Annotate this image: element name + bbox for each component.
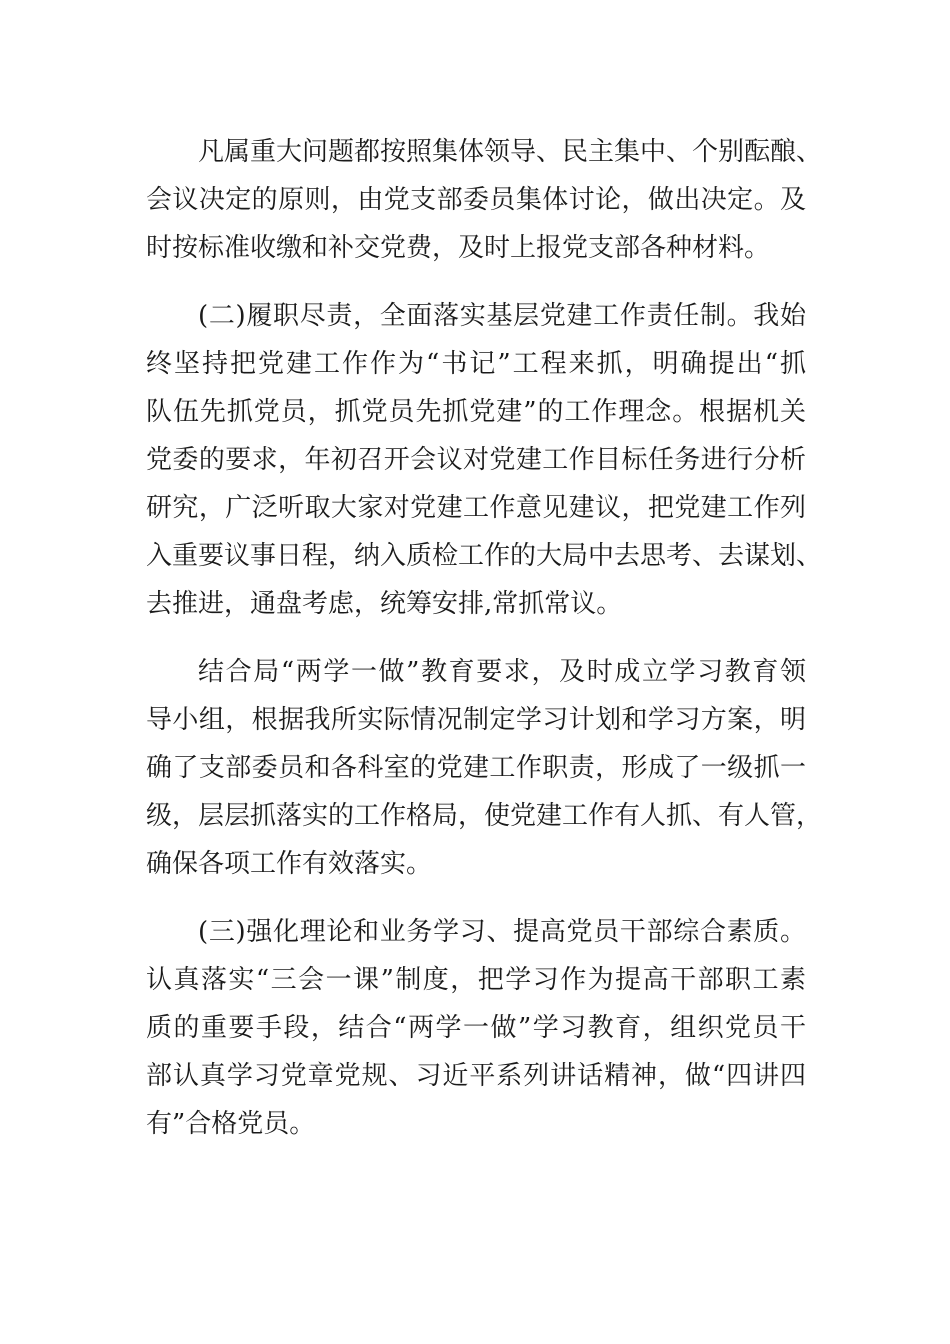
text-line: 会议决定的原则，由党支部委员集体讨论，做出决定。及 xyxy=(146,185,806,215)
text-line: 结合局“两学一做”教育要求，及时成立学习教育领 xyxy=(198,657,806,687)
paragraph-responsibility xyxy=(146,292,823,628)
text-line: 质的重要手段，结合“两学一做”学习教育，组织党员干 xyxy=(146,1013,806,1043)
text-line: 研究，广泛听取大家对党建工作意见建议，把党建工作列 xyxy=(146,493,806,523)
text-line: 凡属重大问题都按照集体领导、民主集中、个别酝酿、 xyxy=(198,137,823,167)
text-line: 级，层层抓落实的工作格局，使党建工作有人抓、有人管， xyxy=(146,801,823,831)
text-line: 确了支部委员和各科室的党建工作职责，形成了一级抓一 xyxy=(146,753,806,783)
text-line: 去推进，通盘考虑，统筹安排,常抓常议。 xyxy=(146,589,623,619)
text-line: 党委的要求，年初召开会议对党建工作目标任务进行分析 xyxy=(146,445,806,475)
text-line: (二)履职尽责，全面落实基层党建工作责任制。我始 xyxy=(198,301,806,331)
text-line: 有”合格党员。 xyxy=(146,1109,316,1139)
text-line: (三)强化理论和业务学习、提高党员干部综合素质。 xyxy=(198,917,806,947)
text-line: 认真落实“三会一课”制度，把学习作为提高干部职工素 xyxy=(146,965,806,995)
text-line: 时按标准收缴和补交党费，及时上报党支部各种材料。 xyxy=(146,233,771,263)
text-line: 终坚持把党建工作作为“书记”工程来抓，明确提出“抓 xyxy=(146,349,806,379)
paragraph-theory-study xyxy=(146,908,806,1148)
text-line: 导小组，根据我所实际情况制定学习计划和学习方案，明 xyxy=(146,705,806,735)
text-line: 队伍先抓党员，抓党员先抓党建”的工作理念。根据机关 xyxy=(146,397,806,427)
paragraph-study-education xyxy=(146,648,823,888)
document-body xyxy=(146,128,823,1168)
paragraph-collective-decision xyxy=(146,128,823,272)
text-line: 确保各项工作有效落实。 xyxy=(146,849,433,879)
text-line: 入重要议事日程，纳入质检工作的大局中去思考、去谋划、 xyxy=(146,541,823,571)
text-line: 部认真学习党章党规、习近平系列讲话精神，做“四讲四 xyxy=(146,1061,806,1091)
